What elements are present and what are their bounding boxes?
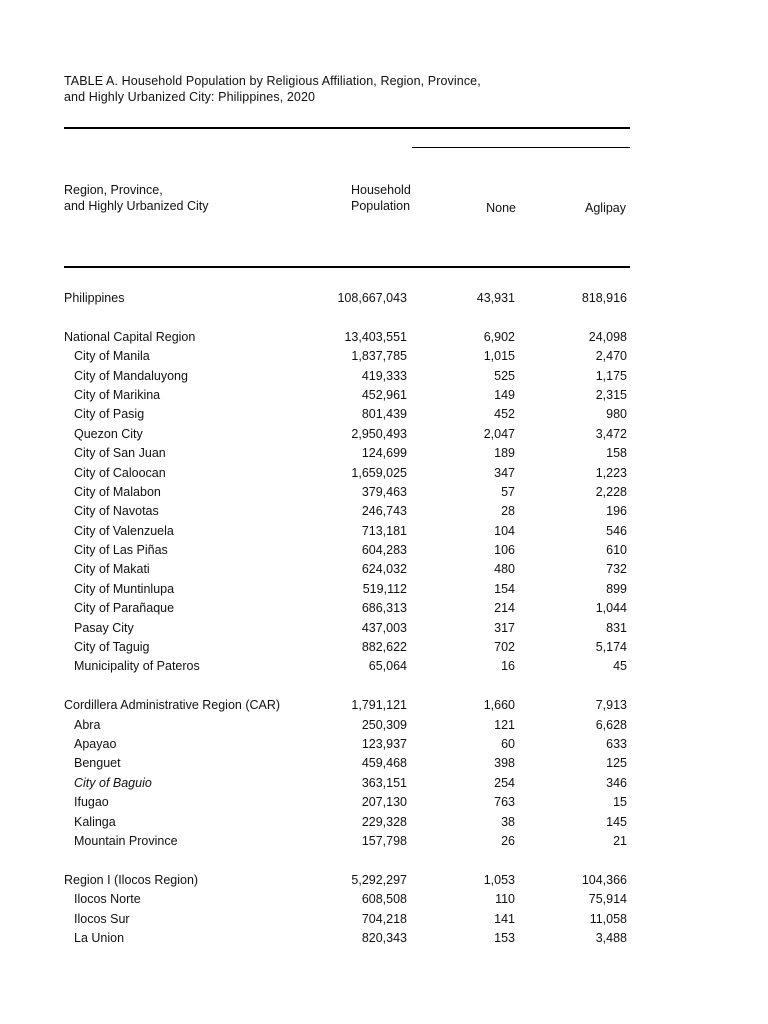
table-row — [64, 347, 627, 366]
header-household-line-2: Population — [351, 199, 411, 213]
table-row — [64, 522, 627, 541]
row-name: Pasay City — [74, 620, 134, 635]
row-none: 702 — [494, 640, 515, 655]
row-none: 6,902 — [483, 329, 515, 344]
header-region-line-1: Region, Province, — [64, 183, 163, 197]
table-row — [64, 541, 627, 560]
table-row — [64, 716, 627, 735]
row-name: Kalinga — [74, 814, 116, 829]
table-row — [64, 425, 627, 444]
row-aglipay: 2,228 — [595, 484, 627, 499]
table-row — [64, 793, 627, 812]
row-household-population: 437,003 — [361, 620, 407, 635]
row-none: 189 — [494, 446, 515, 461]
table-row — [64, 444, 627, 463]
row-none: 1,015 — [483, 349, 515, 364]
row-name: National Capital Region — [64, 329, 196, 344]
row-household-population: 123,937 — [361, 736, 407, 751]
header-household-line-1: Household — [351, 183, 411, 197]
row-name: City of Navotas — [74, 504, 159, 519]
row-aglipay: 3,472 — [595, 426, 627, 441]
row-aglipay: 7,913 — [595, 698, 627, 713]
row-household-population: 124,699 — [361, 446, 407, 461]
row-name: City of Manila — [74, 349, 150, 364]
row-none: 149 — [494, 387, 515, 402]
row-none: 1,660 — [483, 698, 515, 713]
table-row — [64, 696, 627, 715]
row-name: City of Mandaluyong — [74, 368, 188, 383]
row-name: Ifugao — [74, 795, 109, 810]
row-none: 153 — [494, 930, 515, 945]
row-none: 254 — [494, 775, 515, 790]
row-aglipay: 2,315 — [595, 387, 627, 402]
row-none: 104 — [494, 523, 515, 538]
row-household-population: 452,961 — [361, 387, 407, 402]
row-name: City of Las Piñas — [74, 543, 168, 558]
row-aglipay: 21 — [613, 833, 627, 848]
row-none: 398 — [494, 756, 515, 771]
row-name: City of Muntinlupa — [74, 581, 175, 596]
row-none: 154 — [494, 581, 515, 596]
row-none: 16 — [501, 659, 515, 674]
table-row — [64, 599, 627, 618]
row-aglipay: 75,914 — [588, 892, 627, 907]
row-household-population: 801,439 — [361, 407, 407, 422]
row-aglipay: 5,174 — [595, 640, 627, 655]
row-aglipay: 145 — [606, 814, 627, 829]
row-household-population: 65,064 — [368, 659, 407, 674]
row-name: Ilocos Sur — [74, 911, 130, 926]
header-bottom-rule — [64, 266, 630, 268]
row-none: 480 — [494, 562, 515, 577]
row-household-population: 13,403,551 — [344, 329, 407, 344]
row-name: Municipality of Pateros — [74, 659, 200, 674]
row-aglipay: 158 — [606, 446, 627, 461]
row-household-population: 608,508 — [361, 892, 407, 907]
row-none: 28 — [501, 504, 515, 519]
row-none: 60 — [501, 736, 515, 751]
row-household-population: 686,313 — [361, 601, 407, 616]
table-row — [64, 619, 627, 638]
row-name: City of Malabon — [74, 484, 161, 499]
table-row — [64, 638, 627, 657]
row-none: 110 — [495, 892, 515, 907]
table-row — [64, 328, 627, 347]
row-household-population: 604,283 — [361, 543, 407, 558]
row-aglipay: 633 — [606, 736, 627, 751]
row-household-population: 157,798 — [361, 833, 407, 848]
row-name: Region I (Ilocos Region) — [64, 872, 199, 887]
row-name: Apayao — [74, 736, 117, 751]
row-household-population: 5,292,297 — [351, 872, 407, 887]
table-row — [64, 386, 627, 405]
header-household-population — [351, 182, 411, 214]
row-household-population: 1,791,121 — [351, 698, 407, 713]
row-name: City of Parañaque — [74, 601, 175, 616]
row-none: 2,047 — [483, 426, 515, 441]
table-row — [64, 832, 627, 851]
row-aglipay: 24,098 — [588, 329, 627, 344]
row-aglipay: 1,044 — [595, 601, 627, 616]
row-household-population: 207,130 — [361, 795, 407, 810]
table-row — [64, 367, 627, 386]
row-none: 141 — [494, 911, 515, 926]
row-name: City of Pasig — [74, 407, 145, 422]
row-none: 347 — [494, 465, 515, 480]
row-none: 57 — [501, 484, 515, 499]
row-name: City of Makati — [74, 562, 150, 577]
table-row — [64, 483, 627, 502]
row-household-population: 2,950,493 — [351, 426, 407, 441]
row-none: 1,053 — [483, 872, 515, 887]
row-name: La Union — [74, 930, 125, 945]
row-aglipay: 15 — [613, 795, 627, 810]
row-none: 43,931 — [476, 291, 515, 305]
row-aglipay: 1,175 — [595, 368, 627, 383]
row-name: City of Baguio — [74, 775, 152, 790]
header-region — [64, 182, 209, 214]
row-none: 452 — [494, 407, 515, 422]
row-aglipay: 6,628 — [595, 717, 627, 732]
row-aglipay: 610 — [606, 543, 627, 558]
table-row — [64, 813, 627, 832]
row-name: City of Valenzuela — [74, 523, 174, 538]
table-row — [64, 289, 627, 308]
table-row — [64, 657, 627, 676]
header-aglipay: Aglipay — [585, 201, 626, 215]
row-aglipay: 196 — [606, 504, 627, 519]
row-aglipay: 980 — [606, 407, 627, 422]
table-row — [64, 890, 627, 909]
row-name: City of Marikina — [74, 387, 161, 402]
row-household-population: 229,328 — [361, 814, 407, 829]
header-none: None — [486, 201, 516, 215]
row-aglipay: 831 — [606, 620, 627, 635]
table-row — [64, 560, 627, 579]
table-title — [64, 73, 481, 105]
row-aglipay: 546 — [606, 523, 627, 538]
row-household-population: 363,151 — [361, 775, 407, 790]
row-household-population: 379,463 — [361, 484, 407, 499]
table-row — [64, 464, 627, 483]
group-header-rule — [412, 147, 630, 148]
row-household-population: 882,622 — [361, 640, 407, 655]
row-household-population: 624,032 — [361, 562, 407, 577]
row-aglipay: 104,366 — [581, 872, 627, 887]
row-aglipay: 818,916 — [581, 291, 627, 305]
row-aglipay: 899 — [606, 581, 627, 596]
row-household-population: 1,659,025 — [351, 465, 407, 480]
table-row — [64, 502, 627, 521]
row-none: 525 — [494, 368, 515, 383]
row-household-population: 1,837,785 — [351, 349, 407, 364]
row-household-population: 820,343 — [361, 930, 407, 945]
row-name: Ilocos Norte — [74, 892, 141, 907]
row-none: 763 — [494, 795, 515, 810]
row-none: 38 — [501, 814, 515, 829]
row-name: City of Taguig — [74, 640, 150, 655]
row-name: Cordillera Administrative Region (CAR) — [64, 698, 281, 713]
row-household-population: 419,333 — [361, 368, 407, 383]
table-row — [64, 910, 627, 929]
table-row — [64, 929, 627, 948]
row-none: 214 — [494, 601, 515, 616]
row-name: Mountain Province — [74, 833, 178, 848]
row-name: City of San Juan — [74, 446, 166, 461]
row-name: Benguet — [74, 756, 121, 771]
row-none: 121 — [494, 717, 515, 732]
table-row — [64, 774, 627, 793]
data-table — [64, 289, 627, 948]
table-title-line-2: and Highly Urbanized City: Philippines, 2020 — [64, 90, 316, 104]
row-aglipay: 45 — [613, 659, 627, 674]
header-region-line-2: and Highly Urbanized City — [64, 199, 209, 213]
table-row — [64, 405, 627, 424]
row-aglipay: 11,058 — [589, 911, 627, 926]
table-row — [64, 735, 627, 754]
row-household-population: 519,112 — [362, 581, 407, 596]
row-aglipay: 125 — [606, 756, 627, 771]
row-none: 26 — [501, 833, 515, 848]
table-title-line-1: TABLE A. Household Population by Religious Affiliation, Region, Province, — [64, 74, 481, 88]
row-aglipay: 732 — [606, 562, 627, 577]
row-name: Quezon City — [74, 426, 143, 441]
row-household-population: 459,468 — [361, 756, 407, 771]
top-rule — [64, 127, 630, 129]
row-aglipay: 2,470 — [595, 349, 627, 364]
row-aglipay: 1,223 — [595, 465, 627, 480]
row-household-population: 108,667,043 — [337, 291, 407, 305]
row-aglipay: 3,488 — [595, 930, 627, 945]
row-aglipay: 346 — [606, 775, 627, 790]
row-none: 317 — [494, 620, 515, 635]
row-name: Abra — [74, 717, 101, 732]
row-name: Philippines — [64, 291, 125, 305]
table-row — [64, 754, 627, 773]
table-row — [64, 580, 627, 599]
row-household-population: 713,181 — [361, 523, 407, 538]
table-row — [64, 871, 627, 890]
row-household-population: 250,309 — [361, 717, 407, 732]
row-name: City of Caloocan — [74, 465, 166, 480]
row-household-population: 704,218 — [361, 911, 407, 926]
row-none: 106 — [494, 543, 515, 558]
row-household-population: 246,743 — [361, 504, 407, 519]
